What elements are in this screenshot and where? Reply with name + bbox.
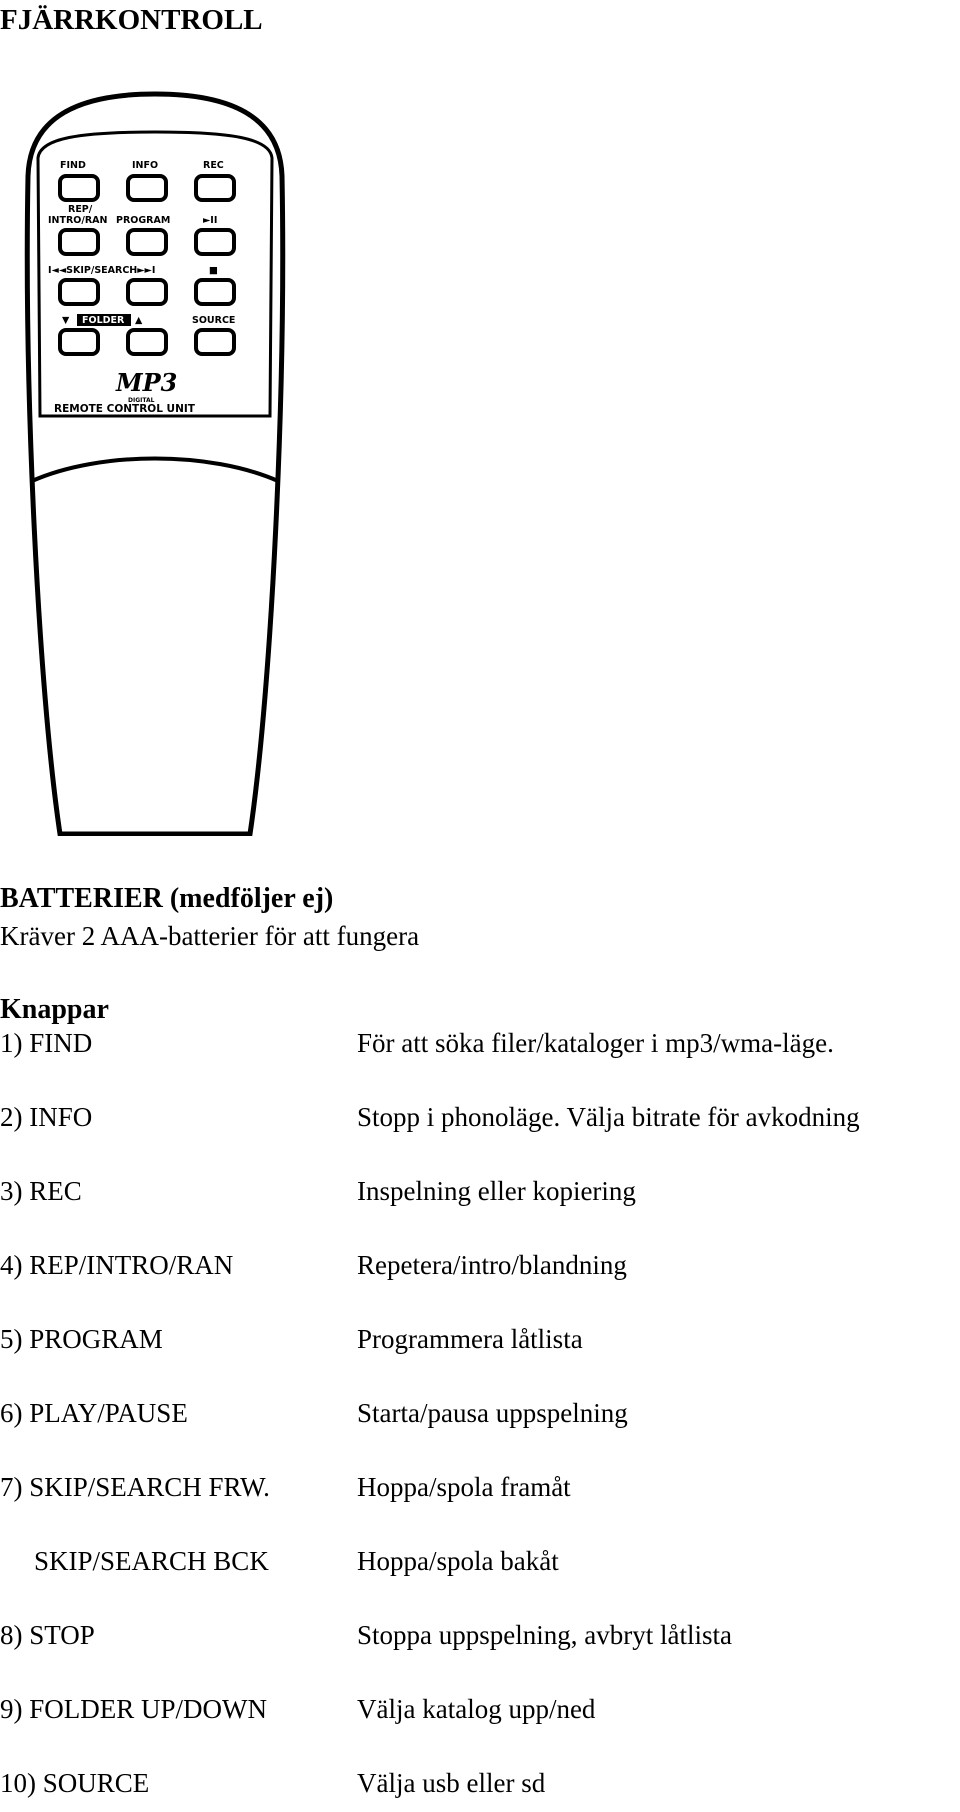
button-name: 8) STOP: [0, 1620, 95, 1650]
button-description: Programmera låtlista: [357, 1324, 583, 1354]
play-pause-button-label: ►II: [203, 215, 218, 226]
program-button: [128, 230, 166, 254]
stop-button: [196, 280, 234, 304]
button-name: 1) FIND: [0, 1028, 93, 1058]
button-description: Välja katalog upp/ned: [357, 1694, 596, 1724]
skip-forward-button: [128, 280, 166, 304]
list-item: [0, 1398, 960, 1438]
remote-control-illustration: [20, 86, 290, 836]
button-description: Välja usb eller sd: [357, 1768, 546, 1798]
buttons-heading: Knappar: [0, 994, 109, 1025]
list-item: [0, 1694, 960, 1734]
rec-button-label: REC: [203, 160, 224, 171]
button-name: 2) INFO: [0, 1102, 93, 1132]
list-item: [0, 1102, 960, 1142]
button-name: SKIP/SEARCH BCK: [34, 1546, 269, 1576]
rep-intro-ran-button: [60, 230, 98, 254]
folder-up-label: ▲: [135, 315, 143, 326]
button-description: Repetera/intro/blandning: [357, 1250, 627, 1280]
list-item: [0, 1324, 960, 1364]
button-name: 7) SKIP/SEARCH FRW.: [0, 1472, 270, 1502]
mp3-logo-subtext: DIGITAL: [128, 397, 155, 404]
folder-down-label: ▼: [62, 315, 70, 326]
source-button-label: SOURCE: [192, 315, 236, 326]
list-item: [0, 1250, 960, 1290]
remote-unit-label: REMOTE CONTROL UNIT: [54, 403, 195, 415]
info-button: [128, 176, 166, 200]
button-name: 6) PLAY/PAUSE: [0, 1398, 188, 1428]
stop-button-label: ■: [209, 265, 218, 276]
info-button-label: INFO: [132, 160, 159, 171]
button-name: 4) REP/INTRO/RAN: [0, 1250, 234, 1280]
button-description: Stopp i phonoläge. Välja bitrate för avkodning: [357, 1102, 860, 1132]
button-description: Inspelning eller kopiering: [357, 1176, 636, 1206]
button-description: Hoppa/spola bakåt: [357, 1546, 559, 1576]
mp3-logo: MP3: [116, 368, 178, 397]
find-button-label: FIND: [60, 160, 86, 171]
program-button-label: PROGRAM: [116, 215, 171, 226]
folder-down-button: [60, 330, 98, 354]
button-description: För att söka filer/kataloger i mp3/wma-läge.: [357, 1028, 834, 1058]
button-description: Starta/pausa uppspelning: [357, 1398, 628, 1428]
rep-button-label-line2: INTRO/RAN: [48, 215, 108, 226]
list-item: [0, 1176, 960, 1216]
folder-up-button: [128, 330, 166, 354]
skip-search-label: I◄◄SKIP/SEARCH►►I: [48, 265, 156, 276]
button-name: 5) PROGRAM: [0, 1324, 163, 1354]
button-name: 10) SOURCE: [0, 1768, 150, 1798]
button-description: Stoppa uppspelning, avbryt låtlista: [357, 1620, 732, 1650]
source-button: [196, 330, 234, 354]
batteries-heading: BATTERIER (medföljer ej): [0, 883, 334, 914]
list-item: [0, 1620, 960, 1660]
page-title: FJÄRRKONTROLL: [0, 4, 263, 36]
button-description: Hoppa/spola framåt: [357, 1472, 571, 1502]
list-item: [0, 1472, 960, 1512]
rec-button: [196, 176, 234, 200]
list-item: [0, 1546, 960, 1586]
button-name: 3) REC: [0, 1176, 82, 1206]
list-item: [0, 1028, 960, 1068]
play-pause-button: [196, 230, 234, 254]
rep-button-label-line1: REP/: [68, 204, 93, 215]
folder-label: FOLDER: [82, 315, 125, 326]
batteries-text: Kräver 2 AAA-batterier för att fungera: [0, 921, 420, 951]
button-name: 9) FOLDER UP/DOWN: [0, 1694, 267, 1724]
find-button: [60, 176, 98, 200]
skip-back-button: [60, 280, 98, 304]
list-item: [0, 1768, 960, 1808]
